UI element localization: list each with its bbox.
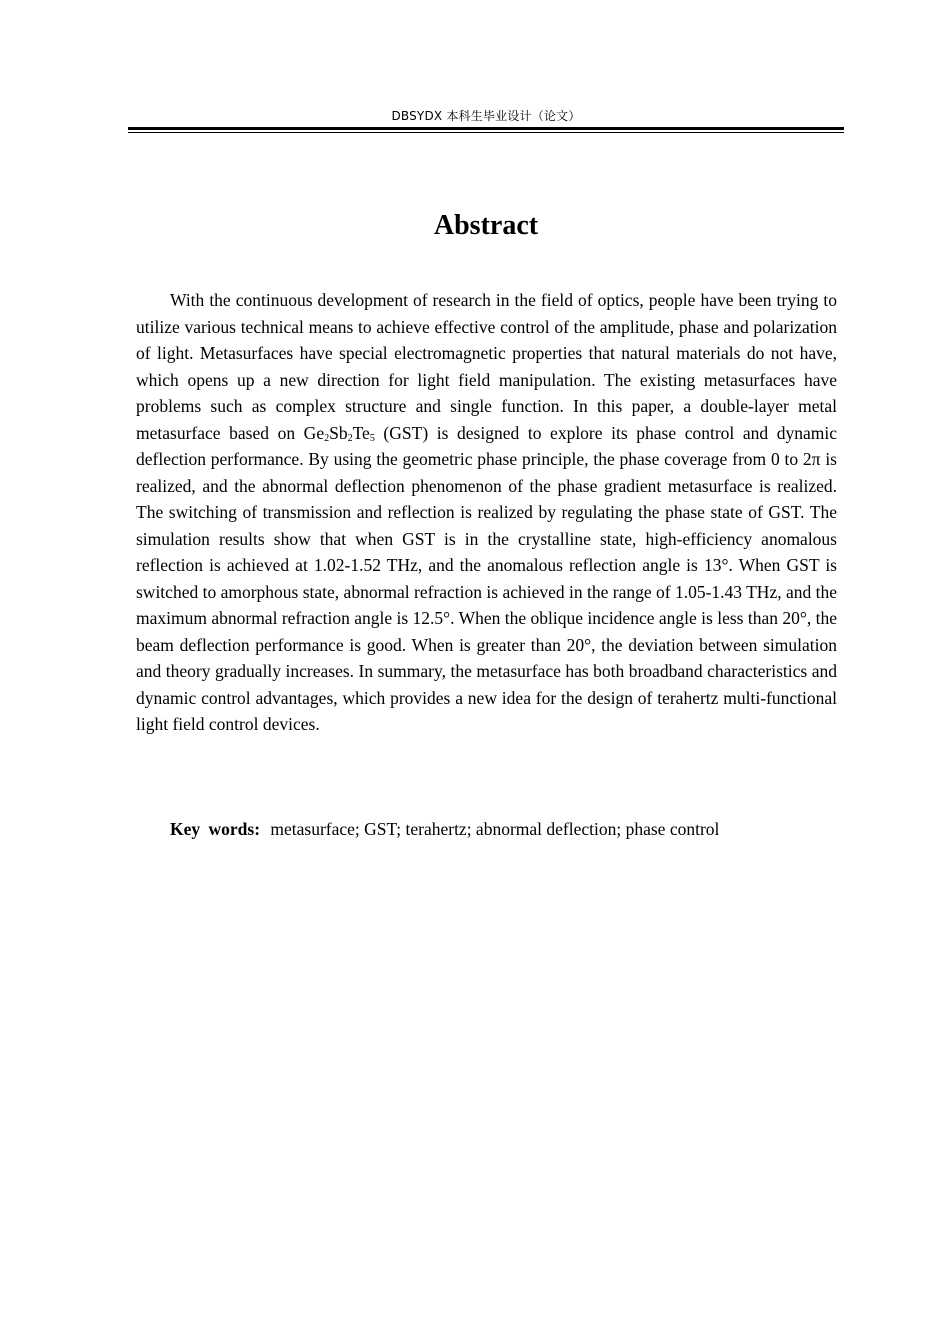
- subscript-te: 5: [369, 432, 375, 444]
- keywords-label: Key words:: [170, 819, 261, 839]
- abstract-text-part3: Te: [352, 422, 370, 443]
- header-rule-thin: [128, 132, 844, 133]
- abstract-text-part1: With the continuous development of research in the field of optics, people have been trying to utilize various technical means to achieve effective control of the amplitude, phase and polarization of light. Metasurfaces have special electromagnetic properties that natural materials do not have, which opens up a new direction for light field manipulation. The existing metasurfaces have problems such as complex structure and single function. In this paper, a double-layer metal metasurface based on Ge: [136, 290, 837, 443]
- abstract-text-part4: (GST) is designed to explore its phase control and dynamic deflection performance. By using the geometric phase principle, the phase coverage from 0 to 2π is realized, and the abnormal deflection phenomenon of the phase gradient metasurface is realized. The switching of transmission and reflection is realized by regulating the phase state of GST. The simulation results show that when GST is in the crystalline state, high-efficiency anomalous reflection is achieved at 1.02-1.52 THz, and the anomalous reflection angle is 13°. When GST is switched to amorphous state, abnormal refraction is achieved in the range of 1.05-1.43 THz, and the maximum abnormal refraction angle is 12.5°. When the oblique incidence angle is less than 20°, the beam deflection performance is good. When is greater than 20°, the deviation between simulation and theory gradually increases. In summary, the metasurface has both broadband characteristics and dynamic control advantages, which provides a new idea for the design of terahertz multi-functional light field control devices.: [136, 422, 838, 734]
- keywords-line: [170, 816, 830, 842]
- header-rule-thick: [128, 127, 844, 130]
- subscript-ge: 2: [324, 432, 330, 444]
- abstract-text-part2: Sb: [329, 422, 348, 443]
- keywords-list: metasurface; GST; terahertz; abnormal deflection; phase control: [270, 819, 720, 839]
- page-title: Abstract: [433, 210, 539, 241]
- page-header: DBSYDX 本科生毕业设计（论文）: [391, 109, 581, 123]
- abstract-paragraph: [136, 287, 837, 738]
- subscript-sb: 2: [347, 432, 353, 444]
